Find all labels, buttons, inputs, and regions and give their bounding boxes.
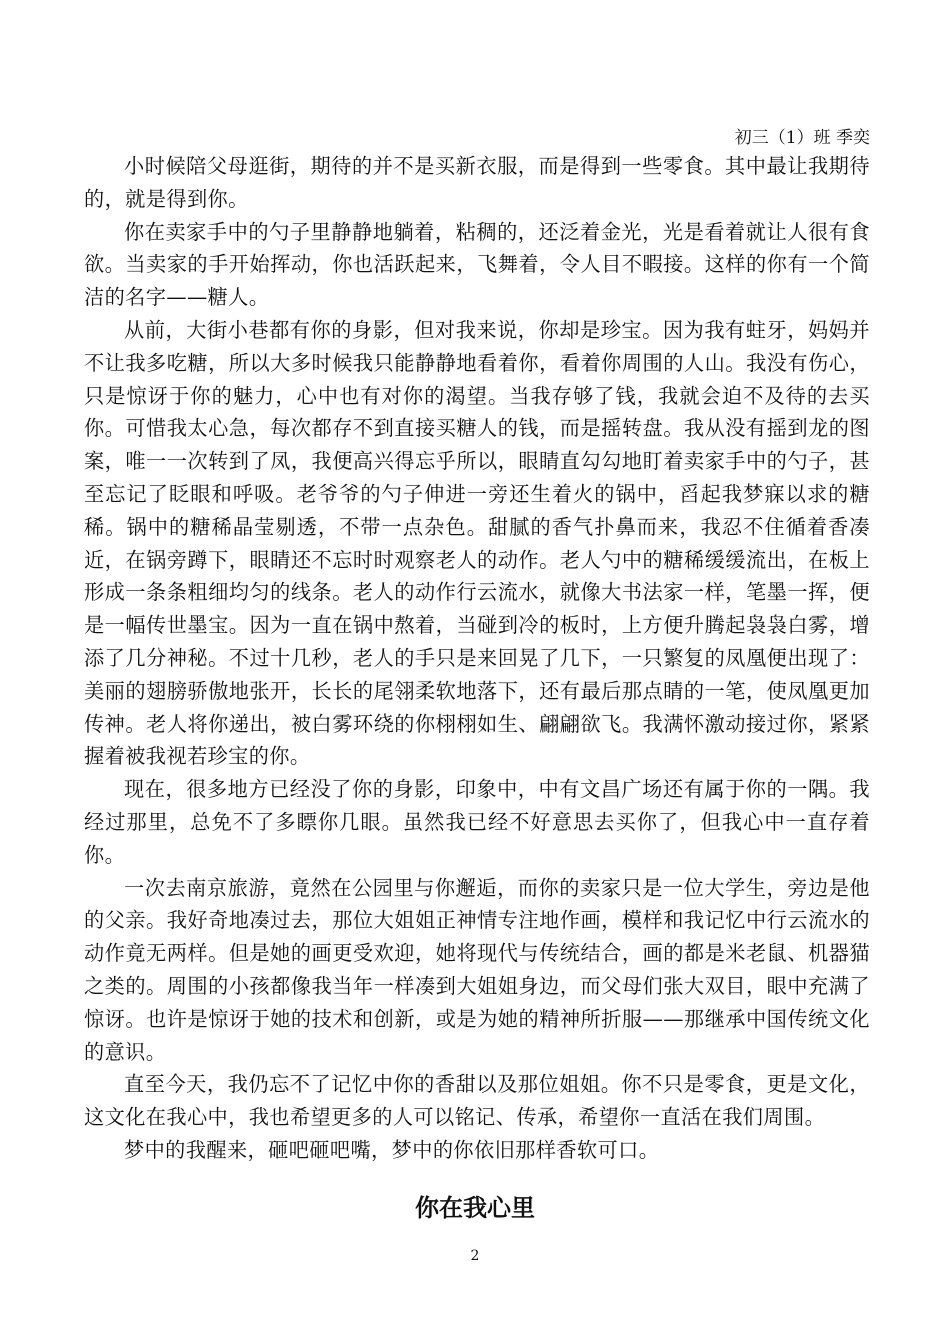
paragraph: 梦中的我醒来，砸吧砸吧嘴，梦中的你依旧那样香软可口。 — [124, 1137, 660, 1162]
paragraph: 一次去南京旅游，竟然在公园里与你邂逅，而你的卖家只是一位大学生，旁边是他的父亲。我好奇地凑过去，那位大姐姐正神情专注地作画，模样和我记忆中行云流水的动作竟无两样。但是她的画更受欢迎，她将现代与传统结合，画的都是米老鼠、机器猫之类的。周围的小孩都像我当年一样凑到大姐姐身边，而父母们张大双目，眼中充满了惊讶。也许是惊讶于她的技术和创新，或是为她的精神所折服——那继承中国传统文化的意识。 — [84, 875, 870, 1064]
paragraph: 现在，很多地方已经没了你的身影，印象中，中有文昌广场还有属于你的一隅。我经过那里，总免不了多瞟你几眼。虽然我已经不好意思去买你了，但我心中一直存着你。 — [84, 777, 870, 867]
essay-body — [84, 150, 870, 1167]
paragraph: 从前，大街小巷都有你的身影，但对我来说，你却是珍宝。因为我有蛀牙，妈妈并不让我多吃糖，所以大多时候我只能静静地看着你，看着你周围的人山。我没有伤心，只是惊讶于你的魅力，心中也有对你的渴望。当我存够了钱，我就会迫不及待的去买你。可惜我太心急，每次都存不到直接买糖人的钱，而是摇转盘。我从没有摇到龙的图案，唯一一次转到了凤，我便高兴得忘乎所以，眼睛直勾勾地盯着卖家手中的勺子，甚至忘记了眨眼和呼吸。老爷爷的勺子伸进一旁还生着火的锅中，舀起我梦寐以求的糖稀。锅中的糖稀晶莹剔透，不带一点杂色。甜腻的香气扑鼻而来，我忍不住循着香凑近，在锅旁蹲下，眼睛还不忘时时观察老人的动作。老人勺中的糖稀缓缓流出，在板上形成一条条粗细均匀的线条。老人的动作行云流水，就像大书法家一样，笔墨一挥，便是一幅传世墨宝。因为一直在锅中熬着，当碰到冷的板时，上方便升腾起袅袅白雾，增添了几分神秘。不过十几秒，老人的手只是来回晃了几下，一只繁复的凤凰便出现了：美丽的翅膀骄傲地张开，长长的尾翎柔软地落下，还有最后那点睛的一笔，使凤凰更加传神。老人将你递出，被白雾环绕的你栩栩如生、翩翩欲飞。我满怀激动接过你，紧紧握着被我视若珍宝的你。 — [84, 317, 870, 769]
paragraph: 小时候陪父母逛街，期待的并不是买新衣服，而是得到一些零食。其中最让我期待的，就是得到你。 — [84, 154, 870, 211]
page-number: 2 — [470, 1248, 480, 1264]
next-essay-title: 你在我心里 — [415, 1193, 535, 1222]
paragraph: 直至今天，我仍忘不了记忆中你的香甜以及那位姐姐。你不只是零食，更是文化，这文化在我心中，我也希望更多的人可以铭记、传承，希望你一直活在我们周围。 — [84, 1072, 870, 1130]
author-line: 初三（1）班 季奕 — [734, 128, 870, 148]
paragraph: 你在卖家手中的勺子里静静地躺着，粘稠的，还泛着金光，光是看着就让人很有食欲。当卖家的手开始挥动，你也活跃起来，飞舞着，令人目不暇接。这样的你有一个简洁的名字——糖人。 — [84, 219, 870, 310]
